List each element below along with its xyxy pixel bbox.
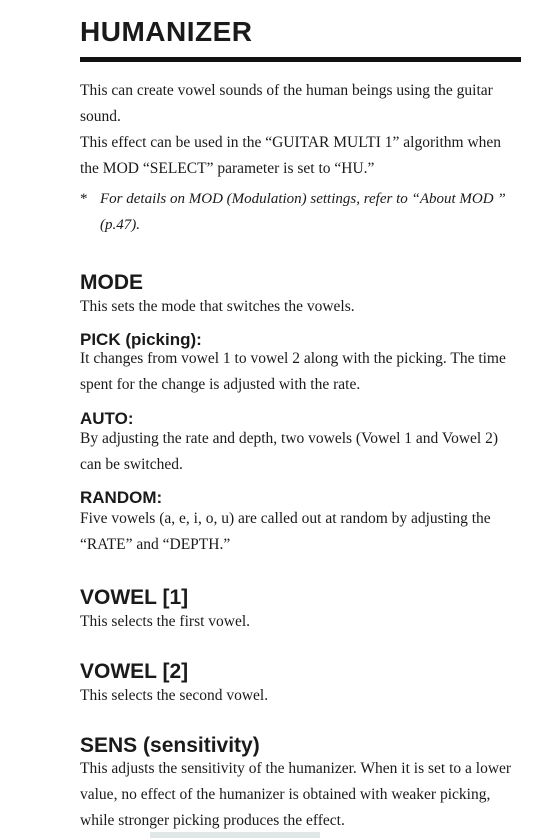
vowel-2-heading: VOWEL [2] bbox=[80, 660, 189, 683]
sens-text: This adjusts the sensitivity of the humanizer. When it is set to a lower value, no effect of the humanizer is obtained with weaker picking, while stronger picking produces the effect. bbox=[80, 760, 512, 829]
intro-line-1: This can create vowel sounds of the human beings using the guitar sound. bbox=[80, 82, 493, 125]
vowel-1-text: This selects the first vowel. bbox=[80, 613, 251, 630]
note-text: For details on MOD (Modulation) settings, refer to “About MOD ” (p.47). bbox=[100, 191, 506, 233]
random-heading: RANDOM: bbox=[80, 488, 163, 507]
note-marker: * bbox=[80, 191, 88, 207]
vowel-1-heading: VOWEL [1] bbox=[80, 586, 189, 609]
title-rule bbox=[80, 57, 521, 62]
page-title: HUMANIZER bbox=[80, 16, 253, 47]
auto-text: By adjusting the rate and depth, two vowels (Vowel 1 and Vowel 2) can be switched. bbox=[80, 430, 499, 473]
pick-text: It changes from vowel 1 to vowel 2 along with the picking. The time spent for the change is adjusted with the rate. bbox=[80, 350, 506, 393]
vowel-2-text: This selects the second vowel. bbox=[80, 687, 269, 704]
random-text: Five vowels (a, e, i, o, u) are called out at random by adjusting the “RATE” and “DEPTH.” bbox=[80, 510, 491, 553]
scan-edge-strip bbox=[150, 832, 320, 838]
pick-heading: PICK (picking): bbox=[80, 330, 202, 349]
intro-text bbox=[80, 78, 522, 182]
intro-line-2: This effect can be used in the “GUITAR MULTI 1” algorithm when the MOD “SELECT” parameter is set to “HU.” bbox=[80, 134, 502, 177]
sens-heading: SENS (sensitivity) bbox=[80, 734, 260, 757]
mode-heading: MODE bbox=[80, 271, 143, 294]
auto-heading: AUTO: bbox=[80, 409, 134, 428]
note bbox=[80, 186, 522, 238]
mode-description: This sets the mode that switches the vowels. bbox=[80, 298, 355, 315]
